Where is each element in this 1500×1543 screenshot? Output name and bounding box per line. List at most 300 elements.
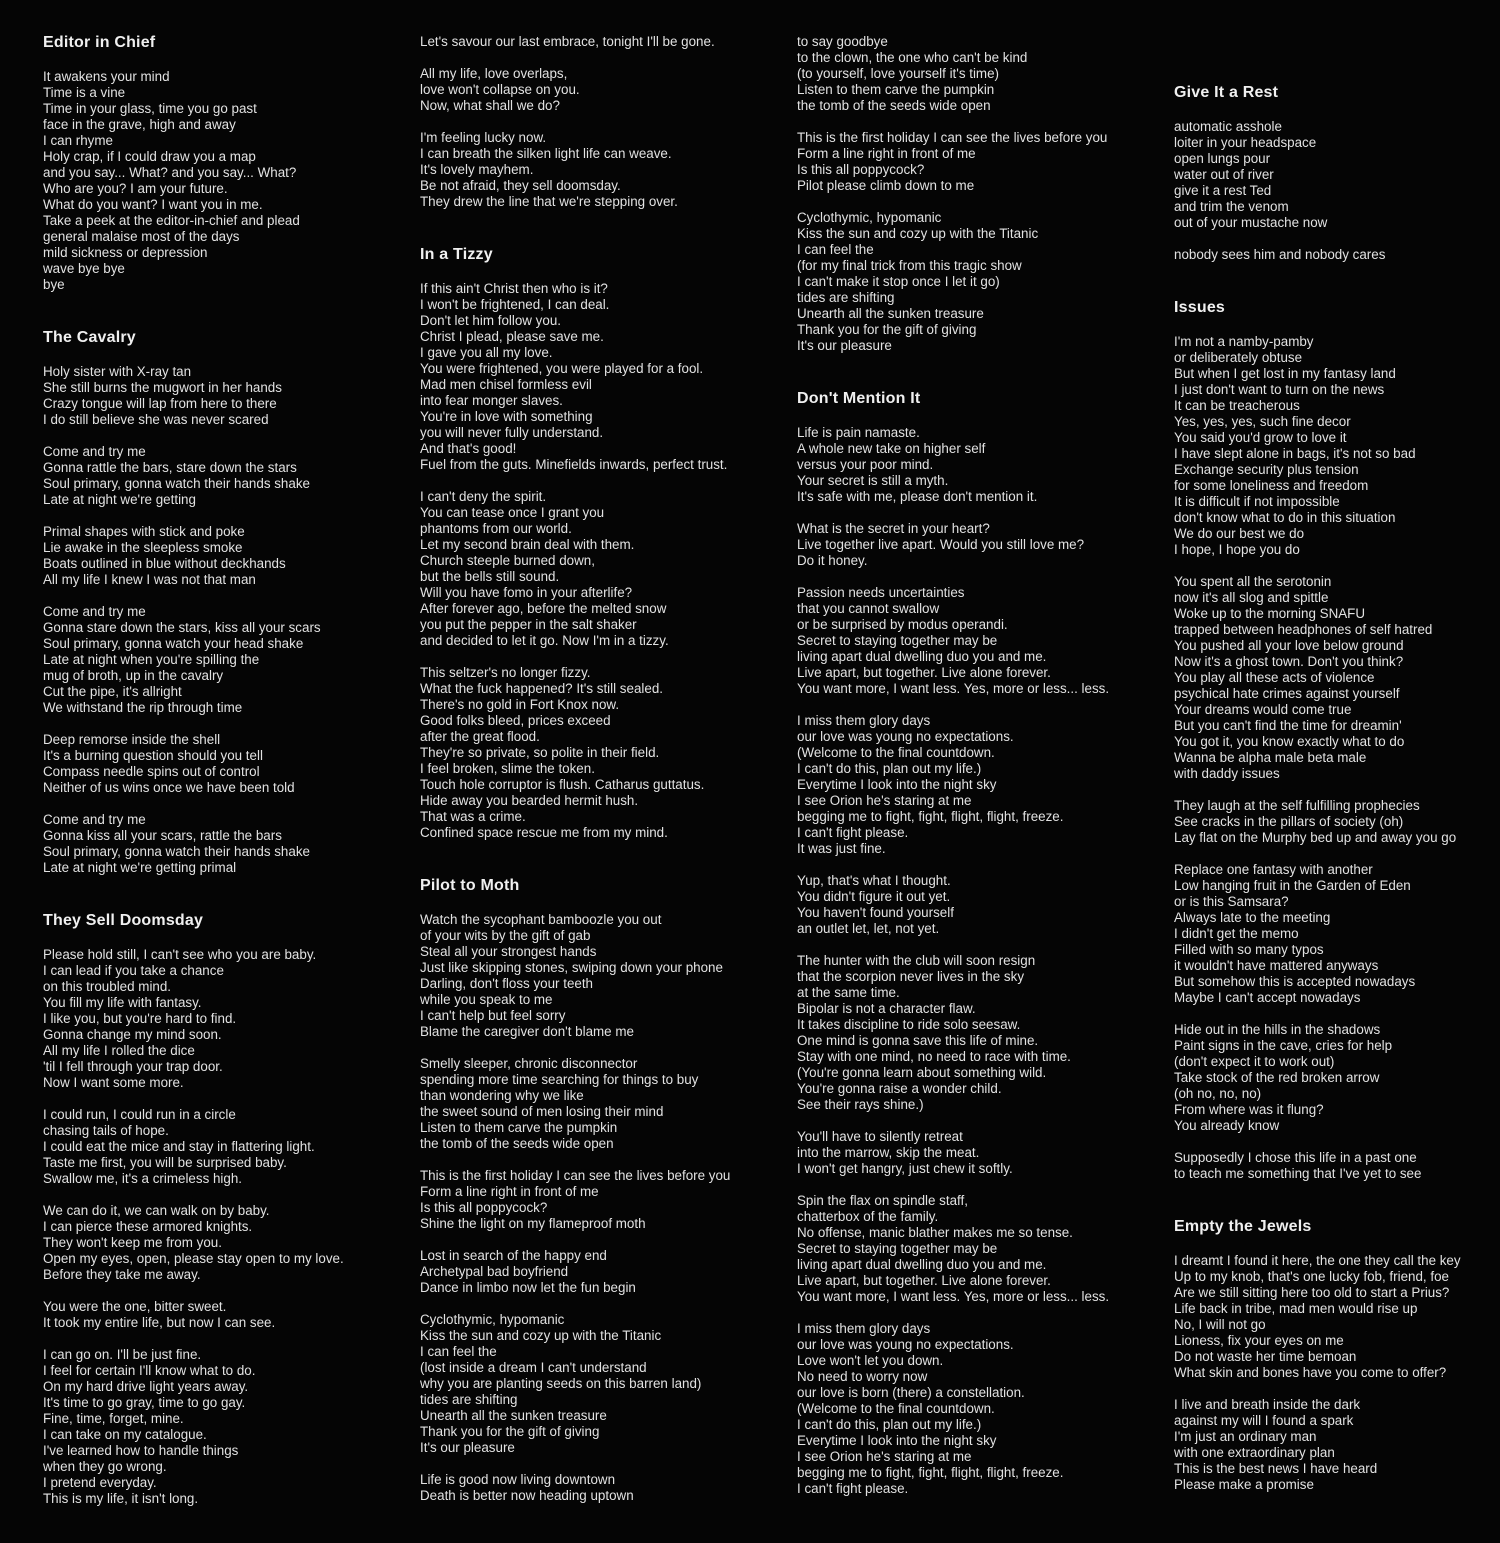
- lyric-line: Crazy tongue will lap from here to there: [43, 396, 277, 411]
- lyric-line: It takes discipline to ride solo seesaw.: [797, 1017, 1021, 1032]
- lyric-line: On my hard drive light years away.: [43, 1379, 249, 1394]
- lyric-line: Will you have fomo in your afterlife?: [420, 585, 633, 600]
- lyric-line: I feel for certain I'll know what to do.: [43, 1363, 256, 1378]
- lyric-line: I pretend everyday.: [43, 1475, 157, 1490]
- stanza: [1174, 1397, 1500, 1493]
- lyric-line: Shine the light on my flameproof moth: [420, 1216, 646, 1231]
- song-title: Don't Mention It: [797, 390, 921, 407]
- lyric-line: Low hanging fruit in the Garden of Eden: [1174, 878, 1411, 893]
- lyric-line: Smelly sleeper, chronic disconnector: [420, 1056, 638, 1071]
- lyric-line: Come and try me: [43, 812, 146, 827]
- section-spacer: [43, 309, 403, 329]
- stanza: [797, 953, 1157, 1113]
- song-title: They Sell Doomsday: [43, 912, 204, 929]
- section-spacer: [1174, 279, 1500, 299]
- stanza: [420, 130, 780, 210]
- lyric-line: the sweet sound of men losing their mind: [420, 1104, 664, 1119]
- lyric-line: Be not afraid, they sell doomsday.: [420, 178, 621, 193]
- lyric-line: I can't help but feel sorry: [420, 1008, 566, 1023]
- stanza: [420, 912, 780, 1040]
- lyric-line: spending more time searching for things to buy: [420, 1072, 699, 1087]
- lyric-line: We can do it, we can walk on by baby.: [43, 1203, 270, 1218]
- lyric-line: I can go on. I'll be just fine.: [43, 1347, 202, 1362]
- lyric-line: Unearth all the sunken treasure: [797, 306, 984, 321]
- stanza: [797, 713, 1157, 857]
- lyric-line: Love won't let you down.: [797, 1353, 944, 1368]
- lyric-line: What is the secret in your heart?: [797, 521, 990, 536]
- lyric-line: Yes, yes, yes, such fine decor: [1174, 414, 1351, 429]
- lyric-line: loiter in your headspace: [1174, 135, 1317, 150]
- lyric-line: Please make a promise: [1174, 1477, 1314, 1492]
- lyric-line: We do our best we do: [1174, 526, 1305, 541]
- section-spacer: [1174, 1198, 1500, 1218]
- lyric-line: Lost in search of the happy end: [420, 1248, 607, 1263]
- lyric-line: Open my eyes, open, please stay open to my love.: [43, 1251, 344, 1266]
- lyric-line: I dreamt I found it here, the one they call the key: [1174, 1253, 1461, 1268]
- stanza: [797, 210, 1157, 354]
- lyric-line: Gonna change my mind soon.: [43, 1027, 222, 1042]
- lyric-line: Holy crap, if I could draw you a map: [43, 149, 256, 164]
- lyric-line: Woke up to the morning SNAFU: [1174, 606, 1366, 621]
- lyric-line: at the same time.: [797, 985, 900, 1000]
- lyric-line: Blame the caregiver don't blame me: [420, 1024, 634, 1039]
- lyric-line: Mad men chisel formless evil: [420, 377, 592, 392]
- lyric-line: I hope, I hope you do: [1174, 542, 1300, 557]
- stanza: [797, 521, 1157, 569]
- lyric-line: (Welcome to the final countdown.: [797, 1401, 995, 1416]
- lyric-line: Thank you for the gift of giving: [420, 1424, 600, 1439]
- lyric-line: Supposedly I chose this life in a past one: [1174, 1150, 1417, 1165]
- lyric-line: Life is pain namaste.: [797, 425, 920, 440]
- lyric-line: Listen to them carve the pumpkin: [420, 1120, 618, 1135]
- song-section: [420, 246, 780, 877]
- lyric-line: Fuel from the guts. Minefields inwards, perfect trust.: [420, 457, 728, 472]
- lyric-line: I just don't want to turn on the news: [1174, 382, 1385, 397]
- lyric-line: You want more, I want less. Yes, more or less... less.: [797, 1289, 1110, 1304]
- lyric-line: Lie awake in the sleepless smoke: [43, 540, 243, 555]
- stanza: [797, 585, 1157, 697]
- song-section: [1174, 84, 1500, 299]
- lyric-line: Kiss the sun and cozy up with the Titanic: [797, 226, 1039, 241]
- lyric-line: I've learned how to handle things: [43, 1443, 239, 1458]
- lyric-line: It was just fine.: [797, 841, 886, 856]
- lyric-line: Bipolar is not a character flaw.: [797, 1001, 976, 1016]
- section-spacer: [43, 892, 403, 912]
- lyric-line: Secret to staying together may be: [797, 633, 998, 648]
- lyric-line: (You're gonna learn about something wild.: [797, 1065, 1047, 1080]
- lyric-line: Taste me first, you will be surprised baby.: [43, 1155, 287, 1170]
- lyric-line: I can't deny the spirit.: [420, 489, 547, 504]
- lyric-line: A whole new take on higher self: [797, 441, 986, 456]
- lyric-line: Primal shapes with stick and poke: [43, 524, 245, 539]
- lyric-line: I see Orion he's staring at me: [797, 793, 972, 808]
- lyric-line: If this ain't Christ then who is it?: [420, 281, 608, 296]
- section-spacer: [420, 1520, 780, 1540]
- stanza: [797, 1193, 1157, 1305]
- lyrics-column-1: [43, 34, 403, 1543]
- lyric-line: You spent all the serotonin: [1174, 574, 1332, 589]
- stanza: [420, 1056, 780, 1152]
- lyric-line: Watch the sycophant bamboozle you out: [420, 912, 662, 927]
- lyric-line: I live and breath inside the dark: [1174, 1397, 1361, 1412]
- lyric-line: But somehow this is accepted nowadays: [1174, 974, 1416, 989]
- lyric-line: Life back in tribe, mad men would rise up: [1174, 1301, 1418, 1316]
- lyric-line: I could eat the mice and stay in flattering light.: [43, 1139, 315, 1154]
- lyric-line: I can pierce these armored knights.: [43, 1219, 253, 1234]
- lyric-line: our love is born (there) a constellation.: [797, 1385, 1025, 1400]
- song-title: Give It a Rest: [1174, 84, 1279, 101]
- lyric-line: Always late to the meeting: [1174, 910, 1331, 925]
- lyric-line: versus your poor mind.: [797, 457, 934, 472]
- lyric-line: the tomb of the seeds wide open: [797, 98, 991, 113]
- lyric-line: Live apart, but together. Live alone forever.: [797, 1273, 1051, 1288]
- stanza: [1174, 334, 1500, 558]
- lyric-line: All my life, love overlaps,: [420, 66, 568, 81]
- lyric-line: But you can't find the time for dreamin': [1174, 718, 1402, 733]
- lyric-line: Replace one fantasy with another: [1174, 862, 1373, 877]
- lyric-line: I can't fight please.: [797, 1481, 909, 1496]
- lyric-line: You pushed all your love below ground: [1174, 638, 1404, 653]
- stanza: [420, 1312, 780, 1456]
- song-section: [420, 34, 780, 246]
- song-title: In a Tizzy: [420, 246, 493, 263]
- lyric-line: From where was it flung?: [1174, 1102, 1324, 1117]
- lyric-line: Time is a vine: [43, 85, 126, 100]
- lyric-line: tides are shifting: [797, 290, 895, 305]
- lyric-line: I'm feeling lucky now.: [420, 130, 547, 145]
- stanza: [420, 34, 780, 50]
- lyric-line: Let's savour our last embrace, tonight I'll be gone.: [420, 34, 715, 49]
- stanza: [43, 524, 403, 588]
- lyric-line: Late at night we're getting primal: [43, 860, 237, 875]
- lyric-line: Passion needs uncertainties: [797, 585, 965, 600]
- lyric-line: mug of broth, up in the cavalry: [43, 668, 224, 683]
- lyric-line: All my life I rolled the dice: [43, 1043, 195, 1058]
- lyric-line: Boats outlined in blue without deckhands: [43, 556, 286, 571]
- lyric-line: why you are planting seeds on this barren land): [420, 1376, 702, 1391]
- lyric-line: (to yourself, love yourself it's time): [797, 66, 999, 81]
- lyric-line: I can feel the: [797, 242, 874, 257]
- lyric-line: the tomb of the seeds wide open: [420, 1136, 614, 1151]
- lyric-line: Do not waste her time bemoan: [1174, 1349, 1357, 1364]
- lyric-line: It awakens your mind: [43, 69, 170, 84]
- stanza: [1174, 1022, 1500, 1134]
- stanza: [420, 1248, 780, 1296]
- lyric-line: It is difficult if not impossible: [1174, 494, 1340, 509]
- lyric-line: Good folks bleed, prices exceed: [420, 713, 611, 728]
- song-section: [43, 329, 403, 912]
- lyric-line: or is this Samsara?: [1174, 894, 1289, 909]
- song-title: Pilot to Moth: [420, 877, 520, 894]
- stanza: [1174, 1150, 1500, 1182]
- stanza: [43, 1107, 403, 1187]
- lyric-line: This is my life, it isn't long.: [43, 1491, 199, 1506]
- lyric-line: you put the pepper in the salt shaker: [420, 617, 637, 632]
- section-spacer: [420, 857, 780, 877]
- lyric-line: I like you, but you're hard to find.: [43, 1011, 237, 1026]
- song-section: [797, 390, 1157, 1533]
- lyric-line: Your dreams would come true: [1174, 702, 1352, 717]
- lyric-line: Holy sister with X-ray tan: [43, 364, 192, 379]
- lyric-line: This is the first holiday I can see the lives before you: [420, 1168, 731, 1183]
- lyric-line: don't know what to do in this situation: [1174, 510, 1396, 525]
- lyric-line: Take stock of the red broken arrow: [1174, 1070, 1380, 1085]
- lyric-line: She still burns the mugwort in her hands: [43, 380, 282, 395]
- lyric-line: Paint signs in the cave, cries for help: [1174, 1038, 1393, 1053]
- lyric-line: of your wits by the gift of gab: [420, 928, 591, 943]
- stanza: [797, 1321, 1157, 1497]
- lyric-line: Let my second brain deal with them.: [420, 537, 635, 552]
- lyric-line: Come and try me: [43, 444, 146, 459]
- lyric-line: You're in love with something: [420, 409, 593, 424]
- lyric-line: into fear monger slaves.: [420, 393, 563, 408]
- lyric-line: Form a line right in front of me: [420, 1184, 599, 1199]
- lyric-line: I didn't get the memo: [1174, 926, 1299, 941]
- lyric-line: Christ I plead, please save me.: [420, 329, 604, 344]
- lyric-line: What do you want? I want you in me.: [43, 197, 263, 212]
- lyric-line: face in the grave, high and away: [43, 117, 236, 132]
- section-spacer: [420, 226, 780, 246]
- lyric-line: Swallow me, it's a crimeless high.: [43, 1171, 243, 1186]
- lyric-line: Touch hole corruptor is flush. Catharus guttatus.: [420, 777, 705, 792]
- lyric-line: And that's good!: [420, 441, 517, 456]
- lyric-line: Lioness, fix your eyes on me: [1174, 1333, 1344, 1348]
- lyric-line: I can breath the silken light life can weave.: [420, 146, 672, 161]
- lyric-line: I gave you all my love.: [420, 345, 553, 360]
- lyric-line: or be surprised by modus operandi.: [797, 617, 1008, 632]
- lyric-line: Gonna kiss all your scars, rattle the bars: [43, 828, 282, 843]
- lyric-line: now it's all slog and spittle: [1174, 590, 1329, 605]
- lyric-line: Cyclothymic, hypomanic: [797, 210, 942, 225]
- lyric-line: Time in your glass, time you go past: [43, 101, 257, 116]
- lyric-line: You haven't found yourself: [797, 905, 954, 920]
- lyric-line: They won't keep me from you.: [43, 1235, 222, 1250]
- lyric-line: The hunter with the club will soon resign: [797, 953, 1036, 968]
- lyric-line: No, I will not go: [1174, 1317, 1266, 1332]
- stanza: [1174, 119, 1500, 231]
- lyric-line: Thank you for the gift of giving: [797, 322, 977, 337]
- stanza: [1174, 798, 1500, 846]
- stanza: [420, 1472, 780, 1504]
- lyric-line: Compass needle spins out of control: [43, 764, 260, 779]
- lyric-line: You were frightened, you were played for a fool.: [420, 361, 704, 376]
- lyric-line: Just like skipping stones, swiping down your phone: [420, 960, 723, 975]
- song-title: Empty the Jewels: [1174, 1218, 1312, 1235]
- lyric-line: It's time to go gray, time to go gay.: [43, 1395, 246, 1410]
- lyric-line: But when I get lost in my fantasy land: [1174, 366, 1396, 381]
- stanza: [43, 364, 403, 428]
- lyric-line: You fill my life with fantasy.: [43, 995, 202, 1010]
- lyric-line: to teach me something that I've yet to see: [1174, 1166, 1422, 1181]
- lyric-line: after the great flood.: [420, 729, 540, 744]
- lyric-line: You didn't figure it out yet.: [797, 889, 951, 904]
- stanza: [43, 604, 403, 716]
- lyric-line: What the fuck happened? It's still sealed.: [420, 681, 663, 696]
- song-section: [1174, 1218, 1500, 1529]
- lyric-line: That was a crime.: [420, 809, 526, 824]
- lyric-line: Please hold still, I can't see who you are baby.: [43, 947, 317, 962]
- lyric-line: You got it, you know exactly what to do: [1174, 734, 1405, 749]
- lyric-line: You already know: [1174, 1118, 1280, 1133]
- lyric-line: Kiss the sun and cozy up with the Titanic: [420, 1328, 662, 1343]
- lyric-line: love won't collapse on you.: [420, 82, 580, 97]
- lyric-line: (Welcome to the final countdown.: [797, 745, 995, 760]
- section-spacer: [797, 370, 1157, 390]
- lyric-line: Lay flat on the Murphy bed up and away you go: [1174, 830, 1457, 845]
- lyric-line: Neither of us wins once we have been told: [43, 780, 295, 795]
- lyric-line: trapped between headphones of self hatred: [1174, 622, 1433, 637]
- lyric-line: Gonna stare down the stars, kiss all your scars: [43, 620, 321, 635]
- song-section: [420, 877, 780, 1540]
- lyric-line: Death is better now heading uptown: [420, 1488, 634, 1503]
- lyric-line: and decided to let it go. Now I'm in a tizzy.: [420, 633, 669, 648]
- lyric-line: We withstand the rip through time: [43, 700, 243, 715]
- lyric-line: It can be treacherous: [1174, 398, 1300, 413]
- lyric-line: Spin the flax on spindle staff,: [797, 1193, 968, 1208]
- lyric-line: but the bells still sound.: [420, 569, 560, 584]
- lyric-line: water out of river: [1174, 167, 1274, 182]
- song-title: Issues: [1174, 299, 1226, 316]
- lyric-line: that you cannot swallow: [797, 601, 940, 616]
- lyric-line: Deep remorse inside the shell: [43, 732, 221, 747]
- lyric-line: No offense, manic blather makes me so tense.: [797, 1225, 1073, 1240]
- stanza: [43, 812, 403, 876]
- lyric-line: nobody sees him and nobody cares: [1174, 247, 1386, 262]
- section-spacer: [1174, 1509, 1500, 1529]
- lyric-line: You play all these acts of violence: [1174, 670, 1375, 685]
- lyric-line: It's lovely mayhem.: [420, 162, 534, 177]
- lyric-line: (don't expect it to work out): [1174, 1054, 1335, 1069]
- stanza: [1174, 862, 1500, 1006]
- lyric-line: with one extraordinary plan: [1174, 1445, 1335, 1460]
- stanza: [43, 69, 403, 293]
- lyric-line: Is this all poppycock?: [797, 162, 925, 177]
- lyric-line: I can't do this, plan out my life.): [797, 1417, 982, 1432]
- lyric-line: What skin and bones have you come to offer?: [1174, 1365, 1447, 1380]
- lyric-line: Take a peek at the editor-in-chief and plead: [43, 213, 300, 228]
- lyric-line: Yup, that's what I thought.: [797, 873, 951, 888]
- song-section: [43, 34, 403, 329]
- lyric-line: 'til I fell through your trap door.: [43, 1059, 223, 1074]
- lyric-line: Dance in limbo now let the fun begin: [420, 1280, 636, 1295]
- lyric-line: It's a burning question should you tell: [43, 748, 263, 763]
- stanza: [43, 1347, 403, 1507]
- lyric-line: psychical hate crimes against yourself: [1174, 686, 1400, 701]
- lyric-line: You were the one, bitter sweet.: [43, 1299, 227, 1314]
- lyric-line: chasing tails of hope.: [43, 1123, 169, 1138]
- lyric-line: chatterbox of the family.: [797, 1209, 939, 1224]
- lyric-line: Soul primary, gonna watch your head shake: [43, 636, 304, 651]
- lyric-line: It's our pleasure: [420, 1440, 515, 1455]
- stanza: [43, 1299, 403, 1331]
- lyric-line: Exchange security plus tension: [1174, 462, 1359, 477]
- lyric-line: They're so private, so polite in their field.: [420, 745, 660, 760]
- lyric-line: Now, what shall we do?: [420, 98, 560, 113]
- lyric-line: It's safe with me, please don't mention it.: [797, 489, 1038, 504]
- lyric-line: Cyclothymic, hypomanic: [420, 1312, 565, 1327]
- lyric-line: (for my final trick from this tragic show: [797, 258, 1022, 273]
- lyric-line: that the scorpion never lives in the sky: [797, 969, 1025, 984]
- lyric-line: begging me to fight, fight, flight, flight, freeze.: [797, 1465, 1064, 1480]
- stanza: [797, 425, 1157, 505]
- lyric-line: Late at night when you're spilling the: [43, 652, 260, 667]
- lyric-line: You'll have to silently retreat: [797, 1129, 963, 1144]
- lyrics-column-3: [797, 34, 1157, 1533]
- stanza: [43, 732, 403, 796]
- lyric-line: I see Orion he's staring at me: [797, 1449, 972, 1464]
- lyric-line: Church steeple burned down,: [420, 553, 595, 568]
- lyric-line: Who are you? I am your future.: [43, 181, 228, 196]
- lyric-line: I miss them glory days: [797, 713, 931, 728]
- lyric-line: All my life I knew I was not that man: [43, 572, 256, 587]
- lyric-line: This seltzer's no longer fizzy.: [420, 665, 591, 680]
- lyric-line: Is this all poppycock?: [420, 1200, 548, 1215]
- song-section: [43, 912, 403, 1543]
- stanza: [1174, 1253, 1500, 1381]
- lyric-line: out of your mustache now: [1174, 215, 1328, 230]
- lyric-line: (lost inside a dream I can't understand: [420, 1360, 647, 1375]
- lyric-line: I can't do this, plan out my life.): [797, 761, 982, 776]
- lyric-line: You want more, I want less. Yes, more or less... less.: [797, 681, 1110, 696]
- lyric-line: into the marrow, skip the meat.: [797, 1145, 980, 1160]
- lyric-line: and trim the venom: [1174, 199, 1289, 214]
- lyric-line: begging me to fight, fight, flight, flight, freeze.: [797, 809, 1064, 824]
- lyric-line: I can take on my catalogue.: [43, 1427, 207, 1442]
- lyric-line: Now I want some more.: [43, 1075, 184, 1090]
- lyric-line: After forever ago, before the melted snow: [420, 601, 667, 616]
- stanza: [797, 130, 1157, 194]
- stanza: [1174, 247, 1500, 263]
- lyric-line: it wouldn't have mattered anyways: [1174, 958, 1379, 973]
- lyric-line: Stay with one mind, no need to race with time.: [797, 1049, 1071, 1064]
- section-spacer: [797, 1513, 1157, 1533]
- lyric-line: Secret to staying together may be: [797, 1241, 998, 1256]
- lyric-line: Fine, time, forget, mine.: [43, 1411, 184, 1426]
- lyric-line: No need to worry now: [797, 1369, 928, 1384]
- lyric-line: Archetypal bad boyfriend: [420, 1264, 569, 1279]
- stanza: [797, 873, 1157, 937]
- lyric-line: This is the best news I have heard: [1174, 1461, 1378, 1476]
- lyric-line: Live apart, but together. Live alone forever.: [797, 665, 1051, 680]
- lyric-line: Hide away you bearded hermit hush.: [420, 793, 639, 808]
- lyric-line: I can rhyme: [43, 133, 113, 148]
- lyric-line: against my will I found a spark: [1174, 1413, 1354, 1428]
- lyric-line: I miss them glory days: [797, 1321, 931, 1336]
- lyric-line: This is the first holiday I can see the lives before you: [797, 130, 1108, 145]
- lyric-line: while you speak to me: [420, 992, 553, 1007]
- lyric-line: I do still believe she was never scared: [43, 412, 269, 427]
- lyric-line: I won't be frightened, I can deal.: [420, 297, 610, 312]
- lyric-line: Don't let him follow you.: [420, 313, 561, 328]
- lyric-line: Pilot please climb down to me: [797, 178, 975, 193]
- lyric-line: Darling, don't floss your teeth: [420, 976, 594, 991]
- lyric-line: than wondering why we like: [420, 1088, 584, 1103]
- lyric-line: automatic asshole: [1174, 119, 1282, 134]
- lyric-line: Wanna be alpha male beta male: [1174, 750, 1367, 765]
- lyric-line: on this troubled mind.: [43, 979, 172, 994]
- lyric-line: I can feel the: [420, 1344, 497, 1359]
- lyric-line: or deliberately obtuse: [1174, 350, 1303, 365]
- lyric-line: I can't make it stop once I let it go): [797, 274, 1000, 289]
- lyric-line: I can lead if you take a chance: [43, 963, 224, 978]
- lyric-line: Gonna rattle the bars, stare down the stars: [43, 460, 297, 475]
- lyric-line: (oh no, no, no): [1174, 1086, 1262, 1101]
- lyric-line: with daddy issues: [1174, 766, 1280, 781]
- lyric-line: open lungs pour: [1174, 151, 1271, 166]
- lyric-line: Before they take me away.: [43, 1267, 201, 1282]
- lyric-line: Cut the pipe, it's allright: [43, 684, 182, 699]
- stanza: [43, 444, 403, 508]
